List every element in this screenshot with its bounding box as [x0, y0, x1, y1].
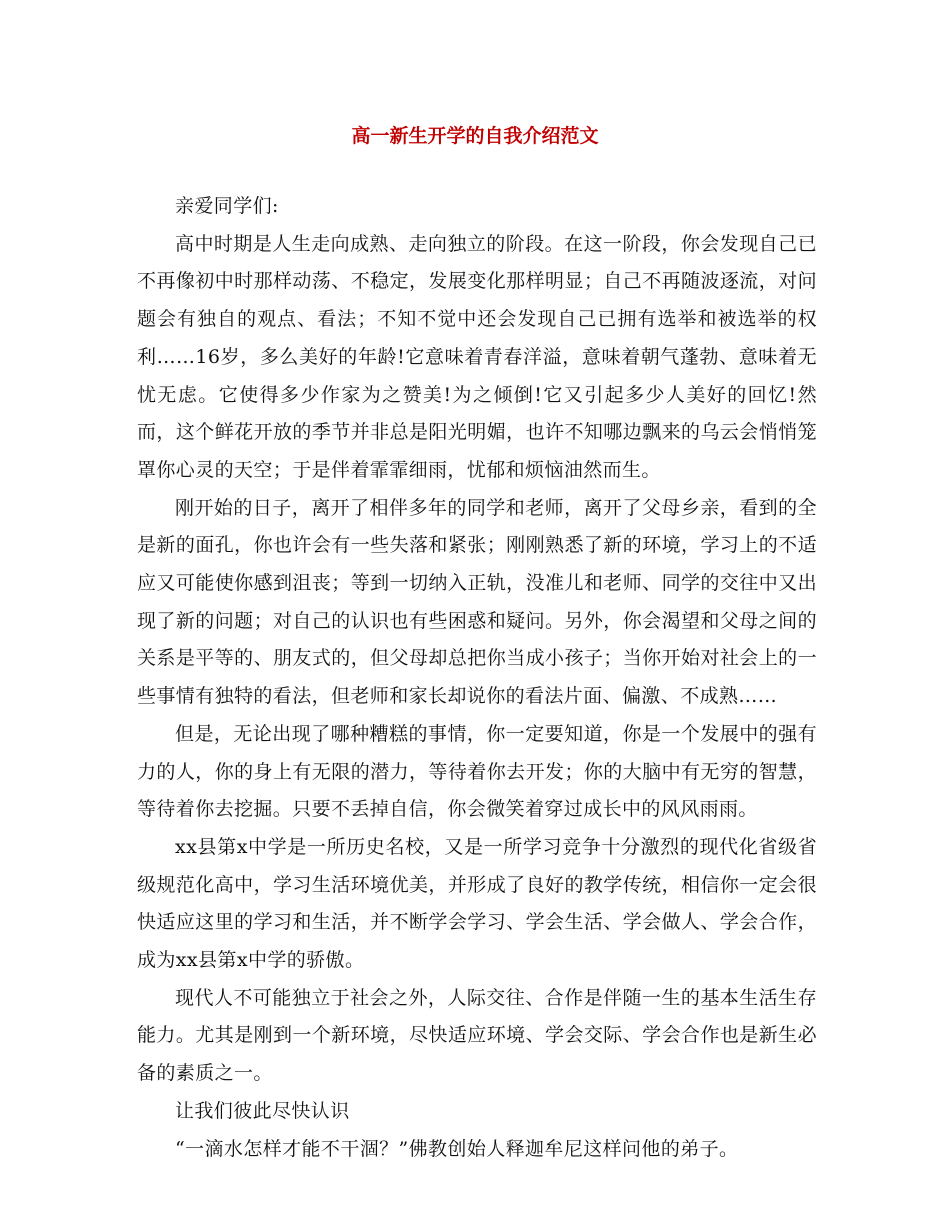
- paragraph-7: “一滴水怎样才能不干涸？”佛教创始人释迦牟尼这样问他的弟子。: [175, 1137, 739, 1160]
- paragraph-greeting: 亲爱同学们:: [175, 195, 279, 217]
- paragraph-1: 高中时期是人生走向成熟、走向独立的阶段。在这一阶段，你会发现自己已不再像初中时那样动荡、不稳定，发展变化那样明显；自己不再随波逐流，对问题会有独自的观点、看法；不知不觉中还会发现自己已拥有选举和被选举的权利……16岁，多么美好的年龄!它意味着青春洋溢，意味着朝气蓬勃、意味着无忧无虑。它使得多少作家为之赞美!为之倾倒!它又引起多少人美好的回忆!然而，这个鲜花开放的季节并非总是阳光明媚，也许不知哪边飘来的乌云会悄悄笼罩你心灵的天空；于是伴着霏霏细雨，忧郁和烦恼油然而生。: [137, 232, 817, 481]
- paragraph-2: 刚开始的日子，离开了相伴多年的同学和老师，离开了父母乡亲，看到的全是新的面孔，你也许会有一些失落和紧张；刚刚熟悉了新的环境，学习上的不适应又可能使你感到沮丧；等到一切纳入正轨，没准儿和老师、同学的交往中又出现了新的问题；对自己的认识也有些困惑和疑问。另外，你会渴望和父母之间的关系是平等的、朋友式的，但父母却总把你当成小孩子；当你开始对社会上的一些事情有独特的看法，但老师和家长却说你的看法片面、偏激、不成熟……: [137, 496, 817, 708]
- document-title: 高一新生开学的自我介绍范文: [351, 125, 599, 147]
- document-body: [137, 188, 817, 1168]
- paragraph-4: xx县第x中学是一所历史名校，又是一所学习竞争十分激烈的现代化省级省级规范化高中，学习生活环境优美，并形成了良好的教学传统，相信你一定会很快适应这里的学习和生活，并不断学会学习、学会生活、学会做人、学会合作，成为xx县第x中学的骄傲。: [137, 835, 817, 972]
- paragraph-3: 但是，无论出现了哪种糟糕的事情，你一定要知道，你是一个发展中的强有力的人，你的身上有无限的潜力，等待着你去开发；你的大脑中有无穷的智慧，等待着你去挖掘。只要不丢掉自信，你会微笑着穿过成长中的风风雨雨。: [137, 722, 817, 821]
- paragraph-6: 让我们彼此尽快认识: [175, 1099, 350, 1122]
- paragraph-5: 现代人不可能独立于社会之外，人际交往、合作是伴随一生的基本生活生存能力。尤其是刚到一个新环境，尽快适应环境、学会交际、学会合作也是新生必备的素质之一。: [137, 986, 817, 1085]
